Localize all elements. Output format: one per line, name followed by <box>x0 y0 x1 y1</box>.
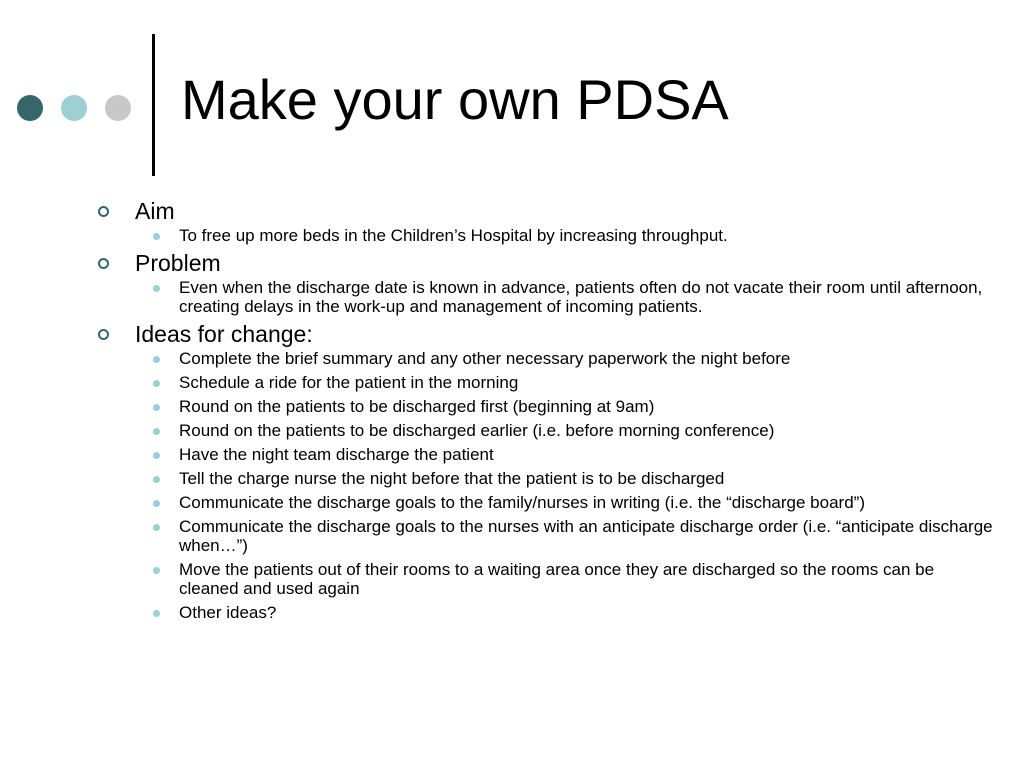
section-heading: Problem <box>135 250 221 276</box>
sub-list <box>135 226 998 245</box>
section-item <box>98 198 998 245</box>
filled-bullet-icon <box>153 285 160 292</box>
filled-bullet-icon <box>153 233 160 240</box>
list-item-text: Communicate the discharge goals to the family/nurses in writing (i.e. the “discharge board”) <box>179 493 865 512</box>
dot-dark-teal <box>17 95 43 121</box>
list-item <box>135 469 998 488</box>
filled-bullet-icon <box>153 380 160 387</box>
filled-bullet-icon <box>153 567 160 574</box>
list-item <box>135 445 998 464</box>
list-item-text: Tell the charge nurse the night before that the patient is to be discharged <box>179 469 725 488</box>
dot-gray <box>105 95 131 121</box>
list-item <box>135 560 998 598</box>
filled-bullet-icon <box>153 524 160 531</box>
filled-bullet-icon <box>153 500 160 507</box>
list-item <box>135 397 998 416</box>
list-item-text: Even when the discharge date is known in advance, patients often do not vacate their room until afternoon, creating delays in the work-up and management of incoming patients. <box>179 278 983 316</box>
list-item-text: Round on the patients to be discharged first (beginning at 9am) <box>179 397 655 416</box>
filled-bullet-icon <box>153 404 160 411</box>
list-item <box>135 517 998 555</box>
hollow-bullet-icon <box>98 258 109 269</box>
section-heading: Aim <box>135 198 175 224</box>
filled-bullet-icon <box>153 476 160 483</box>
list-item-text: Move the patients out of their rooms to a waiting area once they are discharged so the rooms can be cleaned and used again <box>179 560 935 598</box>
filled-bullet-icon <box>153 610 160 617</box>
filled-bullet-icon <box>153 452 160 459</box>
hollow-bullet-icon <box>98 329 109 340</box>
list-item-text: Schedule a ride for the patient in the morning <box>179 373 519 392</box>
list-item-text: Other ideas? <box>179 603 277 622</box>
section-heading: Ideas for change: <box>135 321 313 347</box>
dot-light-teal <box>61 95 87 121</box>
hollow-bullet-icon <box>98 206 109 217</box>
list-item-text: Round on the patients to be discharged earlier (i.e. before morning conference) <box>179 421 775 440</box>
list-item <box>135 493 998 512</box>
list-item <box>135 226 998 245</box>
list-item-text: Complete the brief summary and any other necessary paperwork the night before <box>179 349 791 368</box>
list-item <box>135 349 998 368</box>
list-item-text: Have the night team discharge the patient <box>179 445 494 464</box>
filled-bullet-icon <box>153 356 160 363</box>
slide-body <box>98 198 998 627</box>
title-divider <box>152 34 155 176</box>
list-item <box>135 603 998 622</box>
filled-bullet-icon <box>153 428 160 435</box>
sub-list <box>135 349 998 622</box>
sub-list <box>135 278 998 316</box>
list-item <box>135 373 998 392</box>
list-item-text: To free up more beds in the Children’s Hospital by increasing throughput. <box>179 226 728 245</box>
slide-title: Make your own PDSA <box>181 68 729 131</box>
list-item <box>135 421 998 440</box>
list-item <box>135 278 998 316</box>
section-item <box>98 250 998 316</box>
list-item-text: Communicate the discharge goals to the nurses with an anticipate discharge order (i.e. “anticipate discharge when…”) <box>179 517 993 555</box>
section-item <box>98 321 998 622</box>
